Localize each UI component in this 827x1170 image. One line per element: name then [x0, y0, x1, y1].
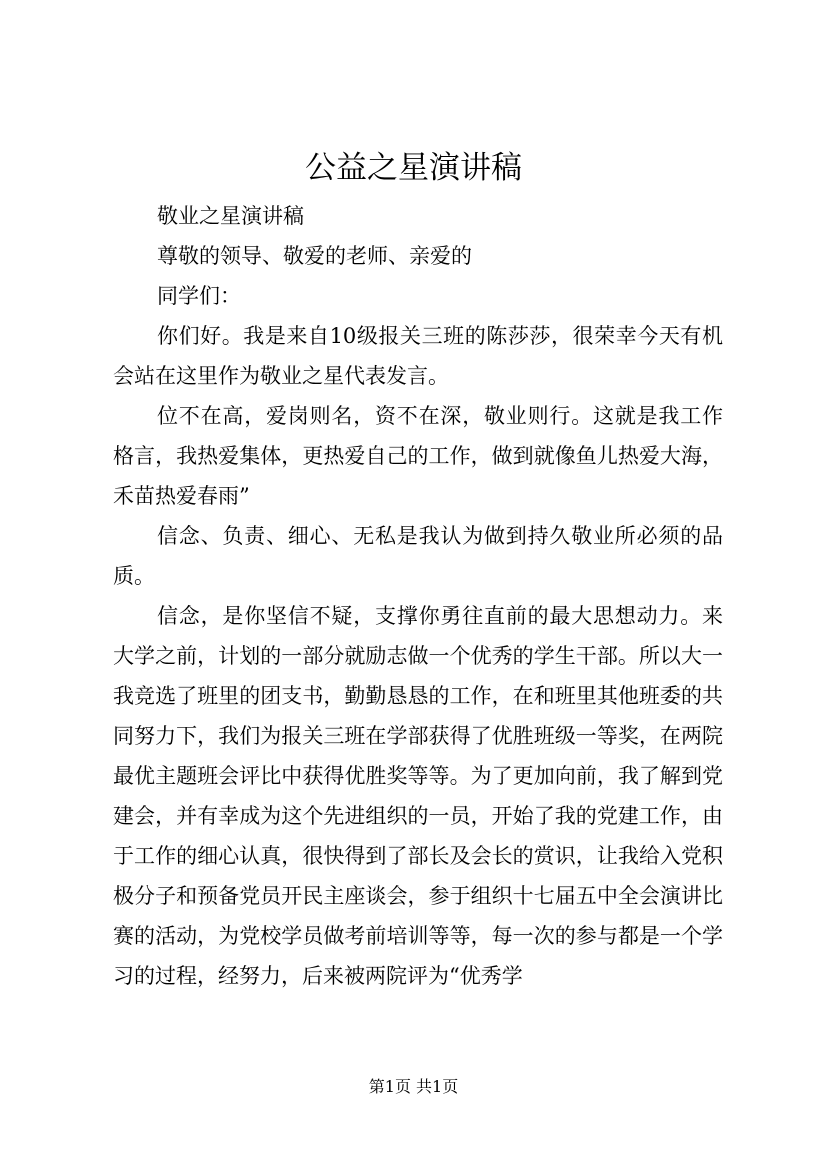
paragraph-3: 同学们：: [157, 284, 241, 308]
paragraph-5: 位不在高，爱岗则名，资不在深，敬业则行。这就是我工作格言，我热爱集体，更热爱自己的工作，做到就像鱼儿热爱大海，禾苗热爱春雨”: [113, 404, 723, 508]
page-footer: 第1页 共1页: [368, 1077, 459, 1096]
document-body: [113, 196, 723, 996]
paragraph-4: 你们好。我是来自10级报关三班的陈莎莎，很荣幸今天有机会站在这里作为敬业之星代表发言。: [113, 324, 723, 388]
document-title: 公益之星演讲稿: [305, 150, 522, 186]
paragraph-7: 信念，是你坚信不疑，支撑你勇往直前的最大思想动力。来大学之前，计划的一部分就励志做一个优秀的学生干部。所以大一我竞选了班里的团支书，勤勤恳恳的工作，在和班里其他班委的共同努力下，我们为报关三班在学部获得了优胜班级一等奖，在两院最优主题班会评比中获得优胜奖等等。为了更加向前，我了解到党建会，并有幸成为这个先进组织的一员，开始了我的党建工作，由于工作的细心认真，很快得到了部长及会长的赏识，让我给入党积极分子和预备党员开民主座谈会，参于组织十七届五中全会演讲比赛的活动，为党校学员做考前培训等等，每一次的参与都是一个学习的过程，经努力，后来被两院评为“优秀学: [113, 604, 723, 988]
paragraph-1: 敬业之星演讲稿: [157, 204, 304, 228]
paragraph-6: 信念、负责、细心、无私是我认为做到持久敬业所必须的品质。: [113, 524, 723, 588]
paragraph-2: 尊敬的领导、敬爱的老师、亲爱的: [157, 244, 472, 268]
